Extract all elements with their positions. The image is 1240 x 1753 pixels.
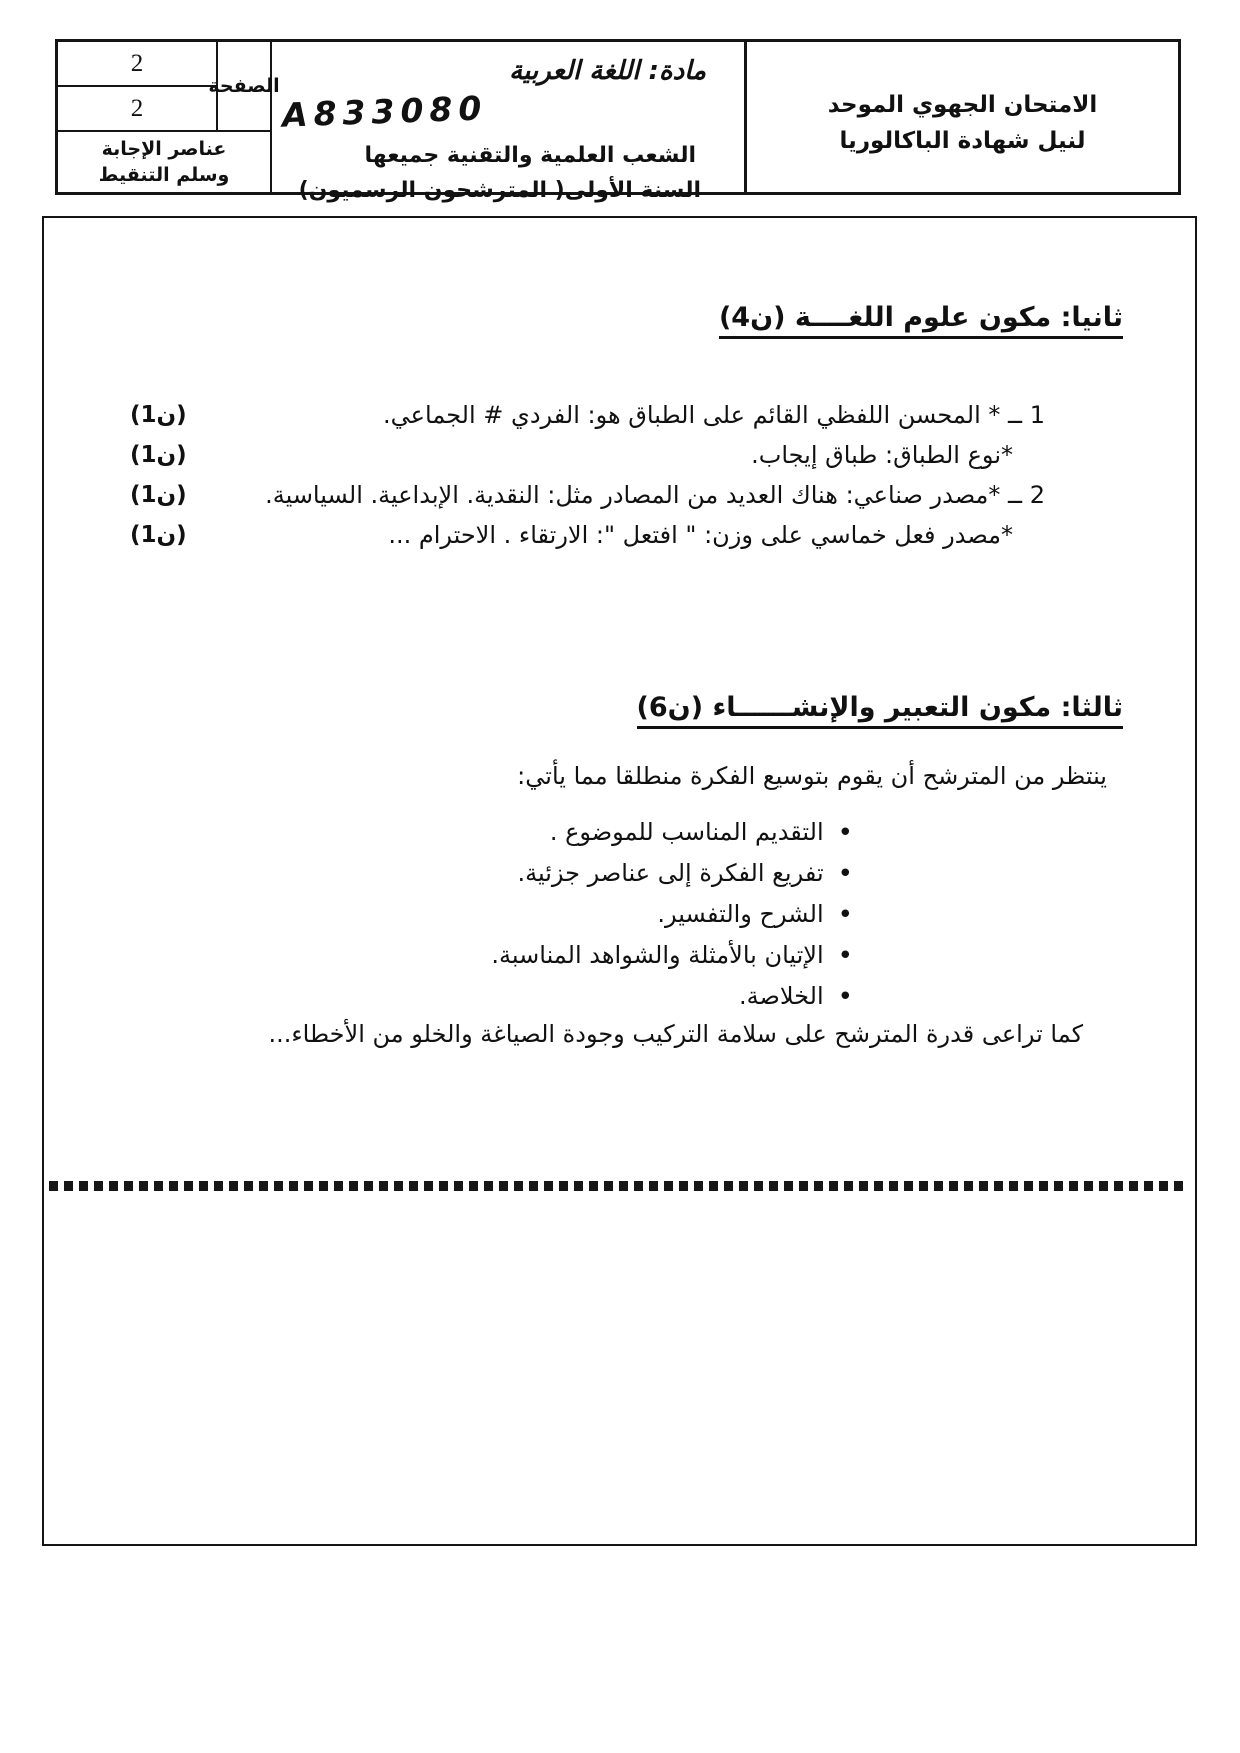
list-item: • الشرح والتفسير. [44,894,1195,935]
header-center [270,42,741,203]
section-points-badge: (6ن) [636,692,704,723]
essay-intro-line: ينتظر من المترشح أن يقوم بتوسيع الفكرة منطلقا مما يأتي: [517,762,1107,790]
answer-elements-label-line1: عناصر الإجابة [101,138,227,160]
page-label: الصفحة [208,75,280,97]
page-number-value: 2 [130,94,144,122]
essay-section-title [637,692,1123,729]
essay-outro-line: كما تراعى قدرة المترشح على سلامة التركيب وجودة الصياغة والخلو من الأخطاء... [268,1020,1083,1048]
dashed-separator [49,1181,1187,1191]
answer-content-box [42,216,1197,1546]
branches-line: الشعب العلمية والتقنية جميعها [364,143,696,168]
language-section-title [719,302,1123,339]
section-points-badge: (4ن) [718,302,786,333]
handwritten-code: A833080 [281,88,488,135]
essay-criteria-list [44,812,1195,1017]
page-number-cell-2 [58,87,218,132]
answer-item-row [44,516,1195,554]
answer-item-text: *نوع الطباق: طباق إيجاب. [751,441,1013,469]
essay-section-title-text [637,692,1123,729]
list-item: • تفريع الفكرة إلى عناصر جزئية. [44,853,1195,894]
answer-item-row [44,476,1195,514]
exam-title-line2: لنيل شهادة الباكالوريا [839,128,1086,154]
answer-elements-label-line2: وسلم التنقيط [98,164,230,186]
level-line: السنة الأولى( المترشحون الرسميون) [298,178,701,203]
subject-line: مادة: اللغة العربية [509,56,706,86]
answer-item-row [44,396,1195,434]
answer-elements-cell [58,132,270,192]
header [55,39,1181,203]
answer-item-text: 2 ــ *مصدر صناعي: هناك العديد من المصادر مثل: النقدية. الإبداعية. السياسية. [265,481,1045,509]
item-score: (1ن) [130,522,187,548]
item-score: (1ن) [130,442,187,468]
list-item: • الخلاصة. [44,976,1195,1017]
section-title-label: ثانيا: مكون علوم اللغــــة [785,302,1123,333]
list-item: • الإتيان بالأمثلة والشواهد المناسبة. [44,935,1195,976]
page-number-value: 2 [130,49,144,77]
page-number-cell-1 [58,42,218,87]
page-label-cell [208,42,280,132]
section-title-label: ثالثا: مكون التعبير والإنشــــــاء [703,692,1123,723]
answer-item-text: *مصدر فعل خماسي على وزن: " افتعل ": الارتقاء . الاحترام ... [388,521,1013,549]
item-score: (1ن) [130,402,187,428]
language-section-title-text [719,302,1123,339]
exam-title-line1: الامتحان الجهوي الموحد [827,92,1098,118]
pages-table [58,42,280,192]
answer-item-text: 1 ــ * المحسن اللفظي القائم على الطباق هو: الفردي # الجماعي. [383,401,1045,429]
exam-title-box [744,42,1178,192]
answer-item-row [44,436,1195,474]
list-item: • التقديم المناسب للموضوع . [44,812,1195,853]
item-score: (1ن) [130,482,187,508]
